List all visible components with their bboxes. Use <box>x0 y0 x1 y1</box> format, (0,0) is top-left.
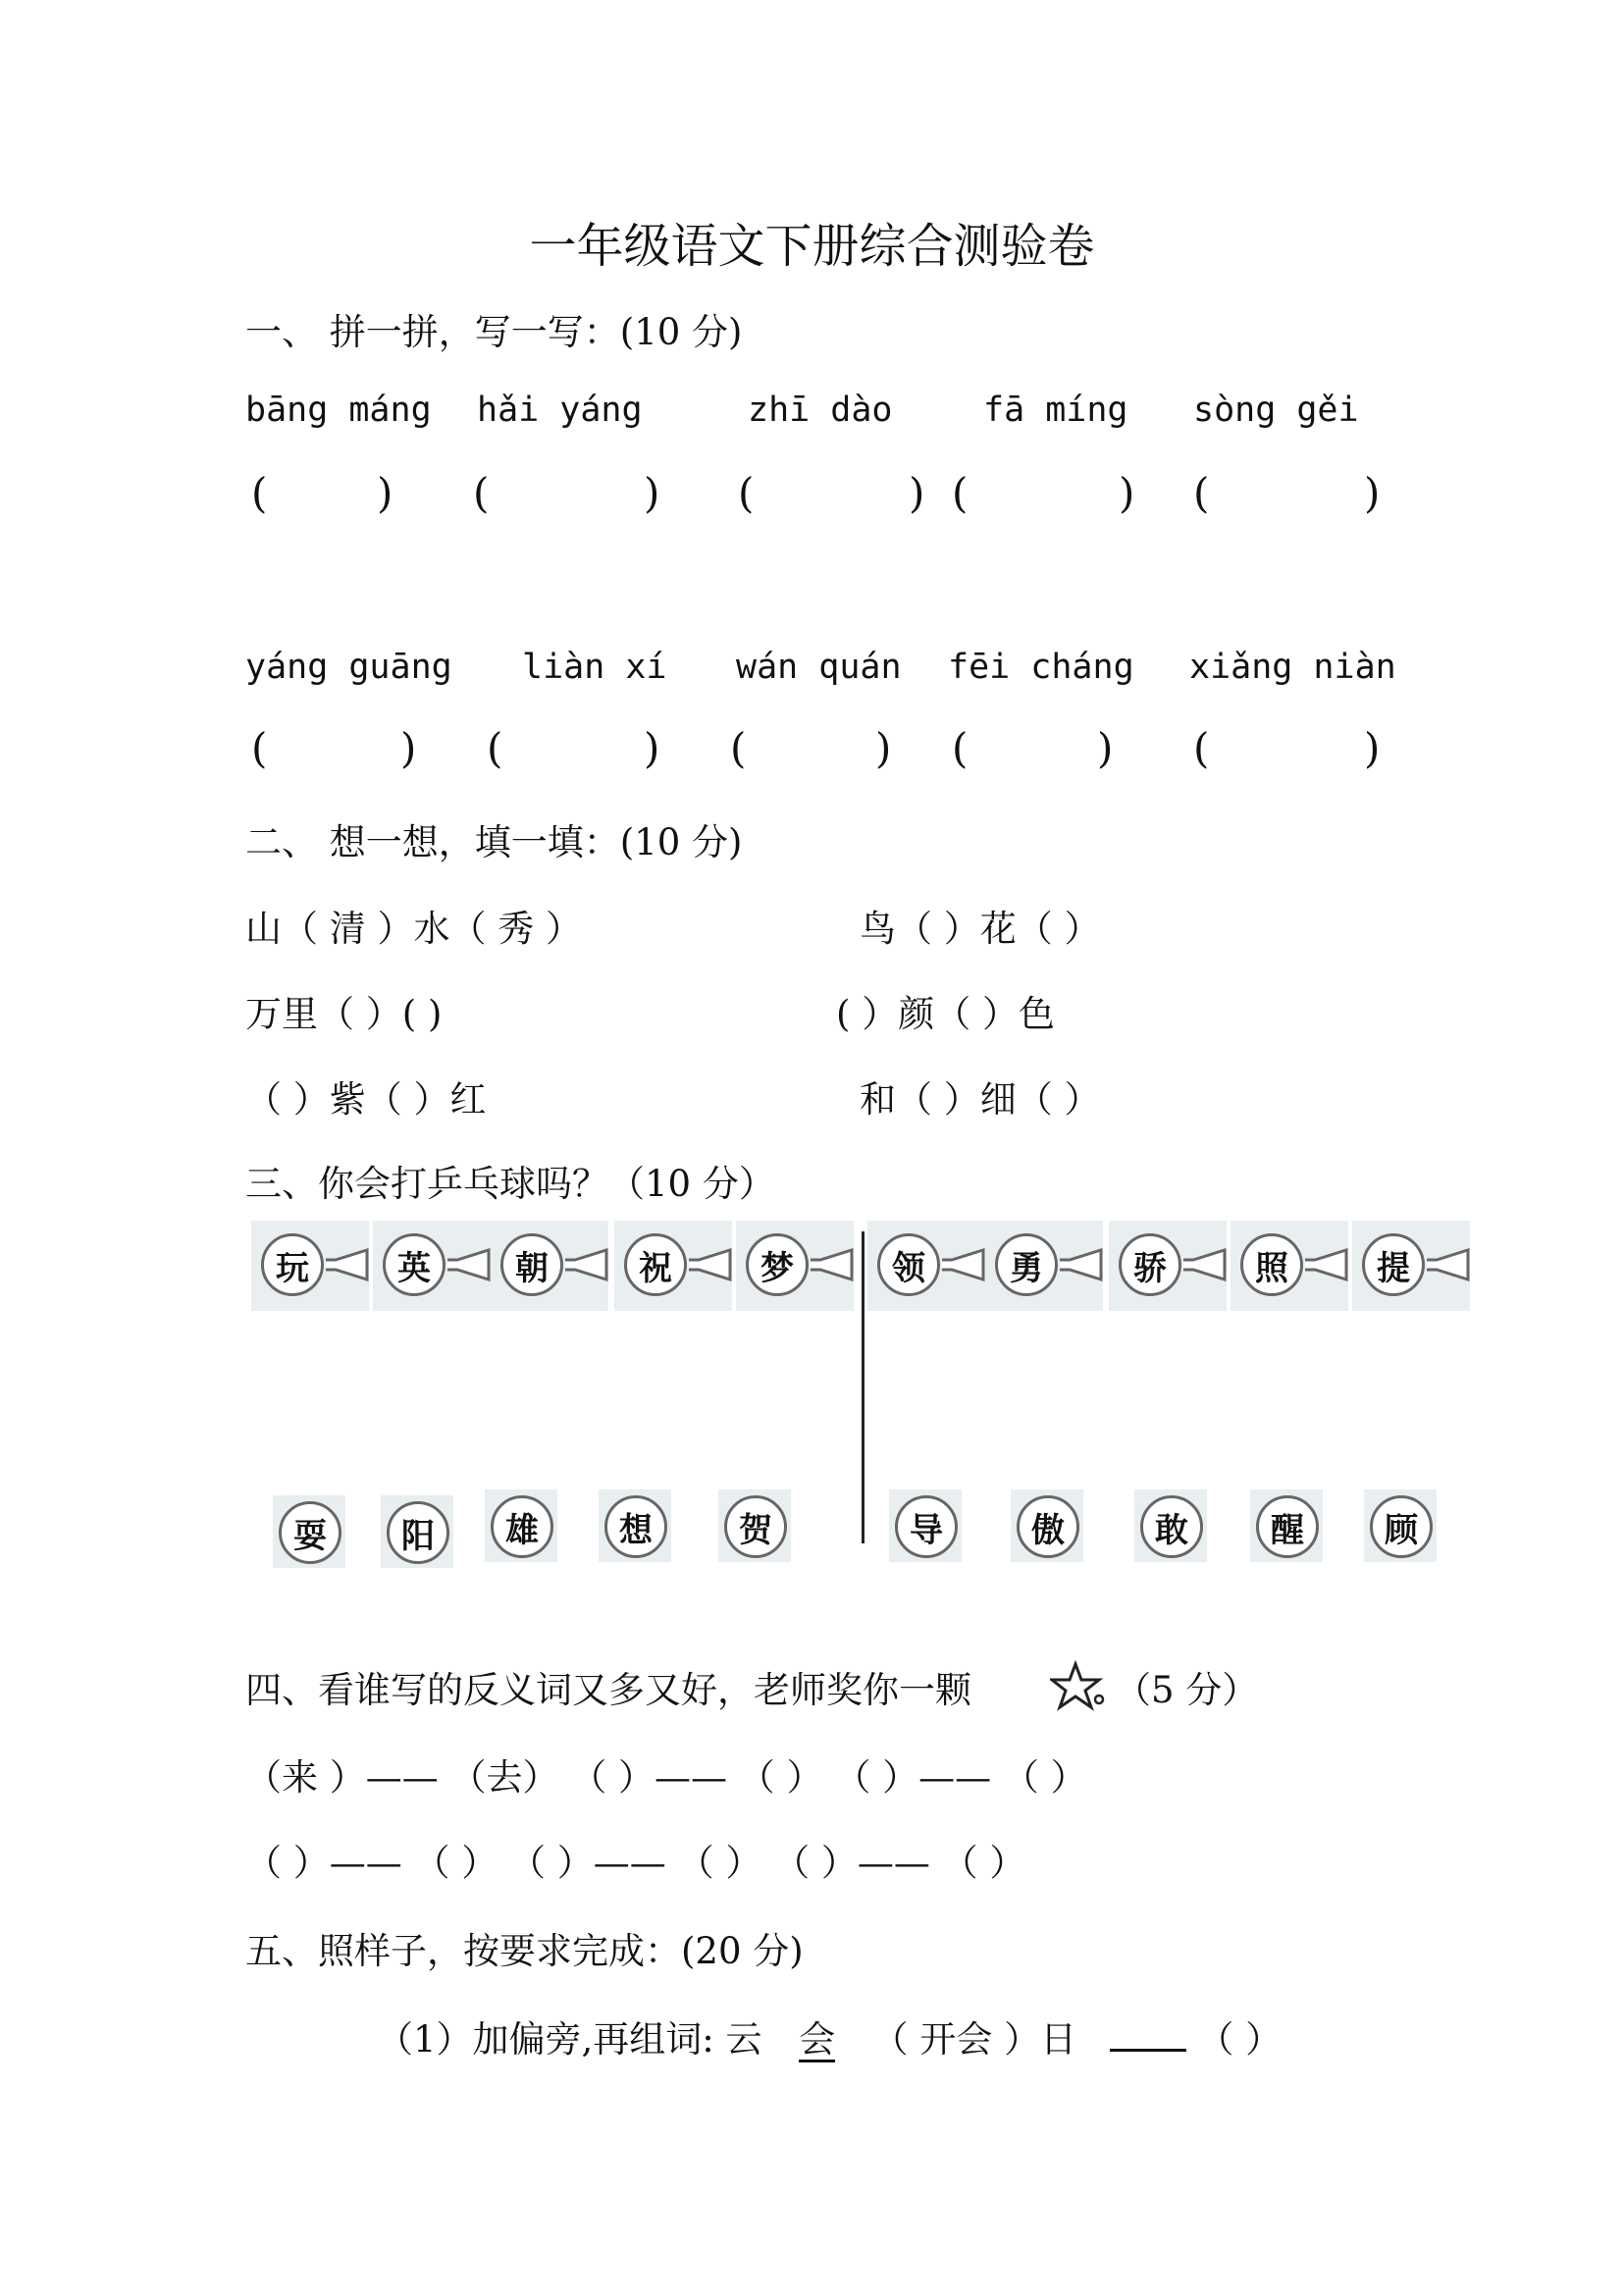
fill-line-1-right: 鸟（ ）花（ ） <box>860 908 1101 950</box>
paddle-handle-icon <box>563 1248 608 1281</box>
paddle-handle-icon <box>809 1248 854 1281</box>
section-1-heading: 一、 拼一拼，写一写：(10 分) <box>245 311 743 353</box>
pinyin-8: wán quán <box>736 648 902 687</box>
antonym-line-1: （来 ）—— （去） （ ）—— （ ） （ ）—— （ ） <box>245 1756 1087 1799</box>
ball[interactable]: 导 <box>895 1495 958 1558</box>
pinyin-5: sòng gěi <box>1193 391 1359 430</box>
paddle-ball[interactable]: 提 <box>1362 1233 1425 1296</box>
pinyin-1: bāng máng <box>245 391 432 430</box>
ball[interactable]: 阳 <box>387 1501 449 1564</box>
fill-line-3-right: 和（ ）细（ ） <box>860 1078 1101 1121</box>
pinyin-2: hǎi yáng <box>477 391 643 430</box>
paddle-handle-icon <box>687 1248 732 1281</box>
fill-line-2-right: ( ）颜（ ）色 <box>836 993 1055 1035</box>
question-5-1 <box>377 2009 1282 2062</box>
paddle-handle-icon <box>1425 1248 1470 1281</box>
section-2-heading: 二、 想一想，填一填：(10 分) <box>245 821 743 863</box>
paddle-ball[interactable]: 勇 <box>995 1233 1058 1296</box>
fill-line-2-left: 万里（ ）( ) <box>245 993 443 1035</box>
section-4-heading: 四、看谁写的反义词又多又好，老师奖你一颗 <box>245 1669 971 1711</box>
pinyin-9: fēi cháng <box>948 648 1134 687</box>
antonym-line-2: （ ）—— （ ） （ ）—— （ ） （ ）—— （ ） <box>245 1842 1026 1884</box>
paddle-ball[interactable]: 朝 <box>500 1233 563 1296</box>
ball[interactable]: 贺 <box>724 1495 787 1558</box>
paddle-ball[interactable]: 英 <box>383 1233 445 1296</box>
ball[interactable]: 耍 <box>279 1501 341 1564</box>
example-answer: 会 <box>799 2018 836 2061</box>
pinyin-6: yáng guāng <box>245 648 452 687</box>
divider-line <box>862 1231 864 1543</box>
section-3-heading: 三、你会打乒乓球吗？（10 分） <box>245 1163 775 1205</box>
pinyin-4: fā míng <box>983 391 1128 430</box>
paddle-ball[interactable]: 领 <box>877 1233 940 1296</box>
ball[interactable]: 想 <box>604 1495 667 1558</box>
blank-input[interactable] <box>1110 2023 1186 2052</box>
ball[interactable]: 傲 <box>1017 1495 1079 1558</box>
ball[interactable]: 敢 <box>1140 1495 1203 1558</box>
section-4-score: （5 分） <box>1115 1669 1259 1711</box>
question-5-1-mid: （ 开会 ）日 <box>871 2018 1077 2061</box>
paddle-handle-icon <box>940 1248 985 1281</box>
ball[interactable]: 醒 <box>1256 1495 1319 1558</box>
pinyin-7: liàn xí <box>522 648 667 687</box>
paddle-ball[interactable]: 骄 <box>1119 1233 1181 1296</box>
pinyin-3: zhī dào <box>748 391 893 430</box>
question-5-1-prefix: （1）加偏旁,再组词: 云 <box>377 2018 762 2061</box>
paddle-ball[interactable]: 玩 <box>261 1233 324 1296</box>
paddle-handle-icon <box>445 1248 491 1281</box>
fill-line-1-left: 山（ 清 ）水（ 秀 ） <box>245 908 583 950</box>
question-5-1-end: （ ） <box>1197 2018 1283 2061</box>
ball[interactable]: 雄 <box>491 1495 553 1558</box>
star-icon <box>1050 1660 1111 1711</box>
page-title: 一年级语文下册综合测验卷 <box>529 219 1095 274</box>
paddle-handle-icon <box>1058 1248 1103 1281</box>
section-5-heading: 五、照样子，按要求完成：(20 分) <box>245 1930 804 1972</box>
pinyin-10: xiǎng niàn <box>1189 648 1396 687</box>
paddle-ball[interactable]: 梦 <box>746 1233 809 1296</box>
fill-line-3-left: （ ）紫（ ）红 <box>245 1078 487 1121</box>
paddle-handle-icon <box>324 1248 369 1281</box>
paddle-ball[interactable]: 祝 <box>624 1233 687 1296</box>
paddle-handle-icon <box>1303 1248 1348 1281</box>
paddle-ball[interactable]: 照 <box>1240 1233 1303 1296</box>
ball[interactable]: 顾 <box>1370 1495 1433 1558</box>
paddle-handle-icon <box>1181 1248 1227 1281</box>
